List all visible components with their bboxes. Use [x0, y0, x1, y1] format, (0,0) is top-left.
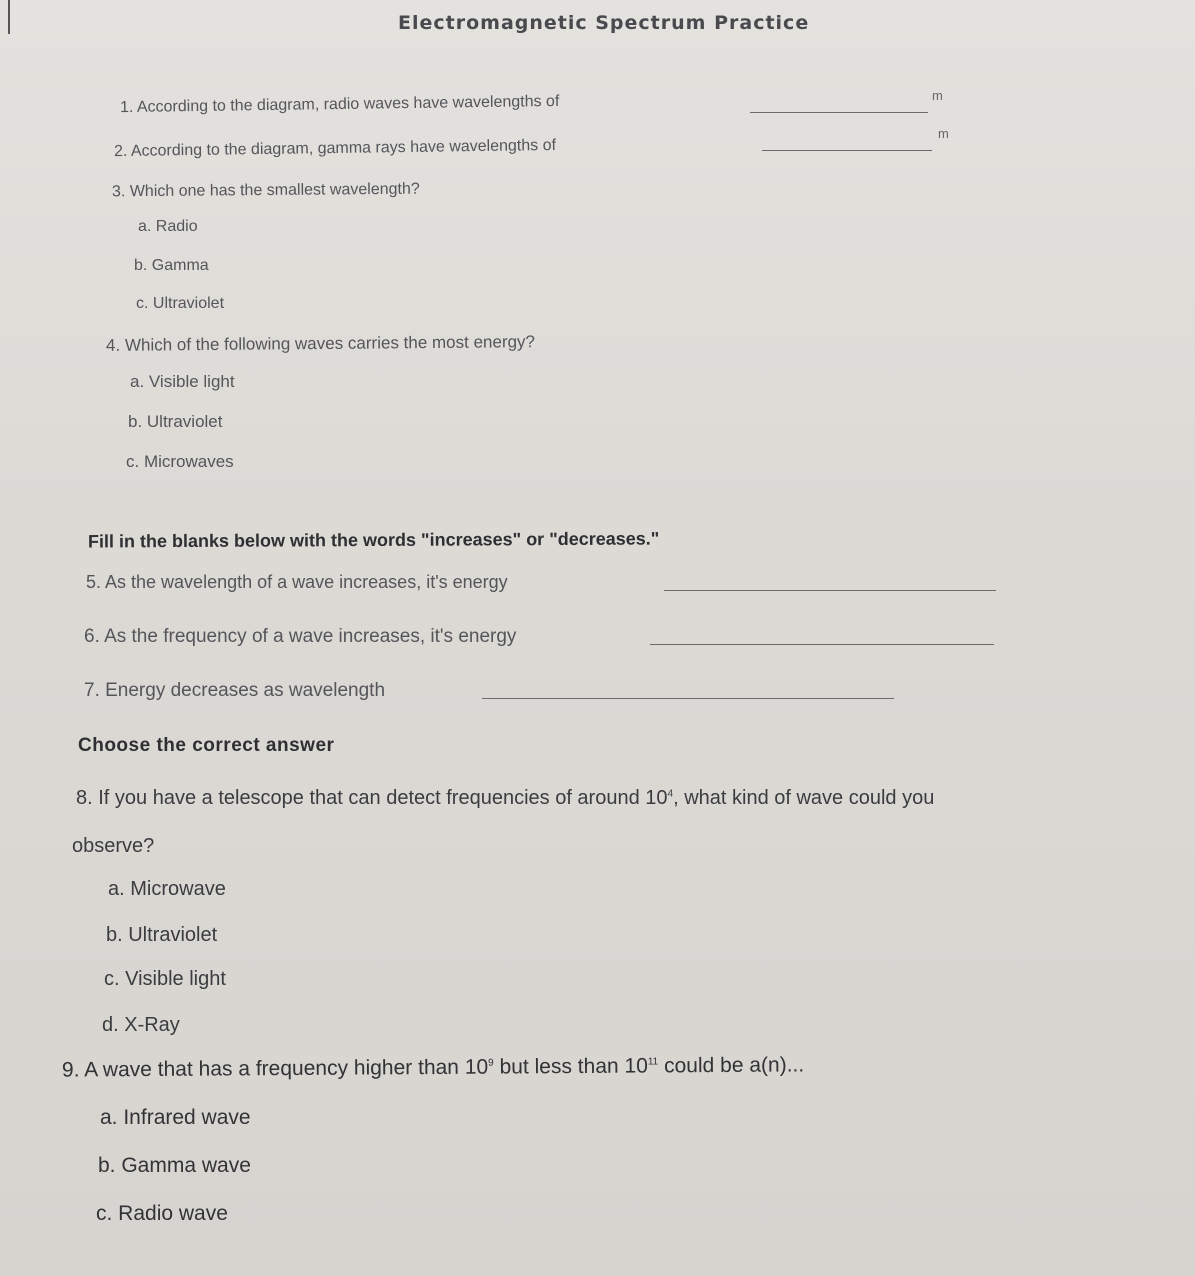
q8-option-b: b. Ultraviolet: [106, 924, 218, 946]
unit-label-2: m: [938, 126, 949, 141]
q8-base: 10: [645, 787, 668, 809]
q9-base-1: 10: [464, 1055, 489, 1079]
q8-option-d: d. X-Ray: [102, 1014, 180, 1036]
q9-option-a: a. Infrared wave: [100, 1106, 251, 1129]
page-edge-mark: [8, 0, 10, 34]
answer-blank-7[interactable]: [482, 698, 894, 699]
answer-blank-5[interactable]: [664, 590, 996, 591]
q9-exponent-2: 11: [647, 1056, 659, 1068]
question-5: 5. As the wavelength of a wave increases, it's energy: [86, 572, 508, 592]
q8-exponent: 4: [667, 788, 674, 800]
q9-base-2: 10: [624, 1054, 648, 1078]
answer-blank-2[interactable]: [762, 150, 932, 151]
question-6: 6. As the frequency of a wave increases, it's energy: [84, 626, 517, 647]
q9-text-before: 9. A wave that has a frequency higher than: [61, 1055, 460, 1082]
q8-text-after: , what kind of wave could you: [673, 787, 935, 809]
q3-option-c: c. Ultraviolet: [136, 295, 225, 312]
unit-label-1: m: [932, 88, 943, 103]
q9-text-after: could be a(n)...: [664, 1053, 805, 1078]
answer-blank-6[interactable]: [650, 644, 994, 645]
q3-option-b: b. Gamma: [134, 257, 209, 274]
page-title: Electromagnetic Spectrum Practice: [398, 12, 810, 34]
question-8-line-2: observe?: [72, 835, 155, 857]
q9-option-c: c. Radio wave: [96, 1202, 228, 1225]
question-9: [62, 1053, 804, 1082]
question-8-line-1: [76, 787, 934, 810]
question-2: 2. According to the diagram, gamma rays have wavelengths of: [113, 136, 557, 161]
q8-text-before: 8. If you have a telescope that can detect frequencies of around: [76, 787, 640, 809]
q4-option-a: a. Visible light: [130, 372, 235, 391]
q8-option-a: a. Microwave: [108, 878, 226, 900]
question-4: 4. Which of the following waves carries the most energy?: [105, 332, 536, 355]
question-1: 1. According to the diagram, radio waves have wavelengths of: [119, 92, 560, 117]
q3-option-a: a. Radio: [138, 218, 198, 235]
q4-option-c: c. Microwaves: [126, 452, 234, 471]
question-3: 3. Which one has the smallest wavelength?: [111, 180, 420, 201]
q4-option-b: b. Ultraviolet: [128, 412, 223, 431]
choose-heading: Choose the correct answer: [78, 735, 335, 756]
q9-text-middle: but less than: [499, 1054, 619, 1079]
q8-option-c: c. Visible light: [104, 968, 226, 990]
answer-blank-1[interactable]: [750, 112, 928, 113]
q9-exponent-1: 9: [488, 1057, 494, 1069]
question-7: 7. Energy decreases as wavelength: [84, 680, 386, 701]
fill-in-heading: Fill in the blanks below with the words "increases" or "decreases.": [87, 528, 660, 552]
q9-option-b: b. Gamma wave: [98, 1154, 251, 1177]
